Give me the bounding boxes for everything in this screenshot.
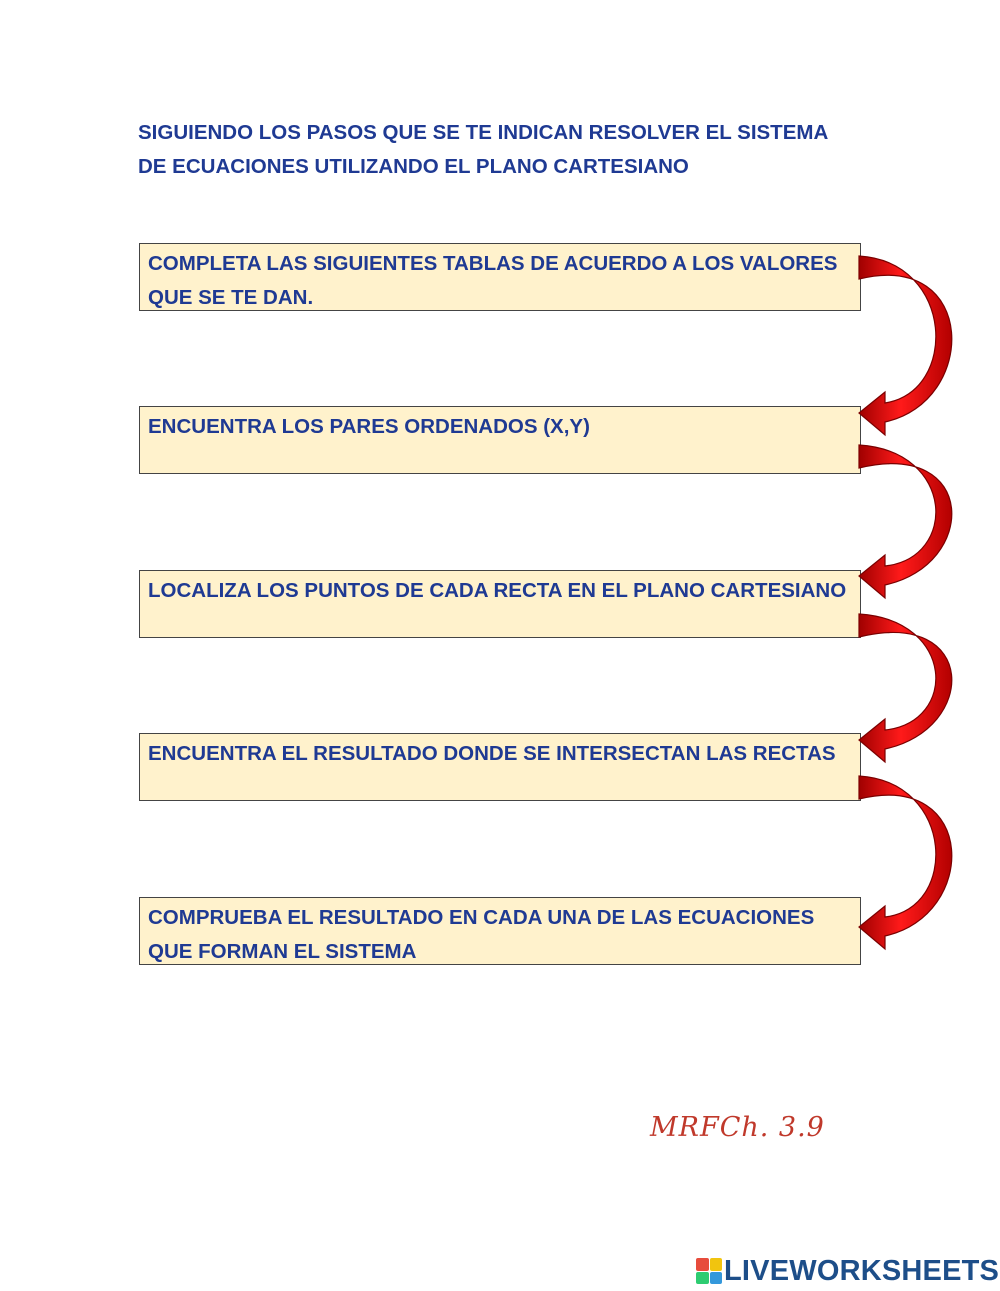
step-4-box — [139, 733, 861, 801]
step-1-box — [139, 243, 861, 311]
step-3-box — [139, 570, 861, 638]
step-2-text: ENCUENTRA LOS PARES ORDENADOS (X,Y) — [148, 415, 590, 438]
step-1-text: COMPLETA LAS SIGUIENTES TABLAS DE ACUERDO A LOS VALORES QUE SE TE DAN. — [148, 252, 838, 309]
title-line-2: DE ECUACIONES UTILIZANDO EL PLANO CARTESIANO — [138, 155, 689, 178]
curved-arrow-icon — [859, 776, 952, 949]
step-4-text: ENCUENTRA EL RESULTADO DONDE SE INTERSECTAN LAS RECTAS — [148, 742, 836, 765]
signature: MRFCh. 3.9 — [650, 1112, 825, 1143]
page-title — [138, 116, 878, 184]
curved-arrow-icon — [859, 256, 952, 435]
step-3-text: LOCALIZA LOS PUNTOS DE CADA RECTA EN EL PLANO CARTESIANO — [148, 579, 847, 602]
logo-icon — [696, 1258, 722, 1284]
title-line-1: SIGUIENDO LOS PASOS QUE SE TE INDICAN RESOLVER EL SISTEMA — [138, 121, 829, 144]
curved-arrow-icon — [859, 445, 952, 598]
liveworksheets-logo — [696, 1253, 999, 1289]
step-2-box — [139, 406, 861, 474]
step-5-text: COMPRUEBA EL RESULTADO EN CADA UNA DE LAS ECUACIONES QUE FORMAN EL SISTEMA — [148, 906, 815, 963]
step-5-box — [139, 897, 861, 965]
brand-name: LIVEWORKSHEETS — [724, 1254, 1000, 1287]
curved-arrow-icon — [859, 614, 952, 762]
